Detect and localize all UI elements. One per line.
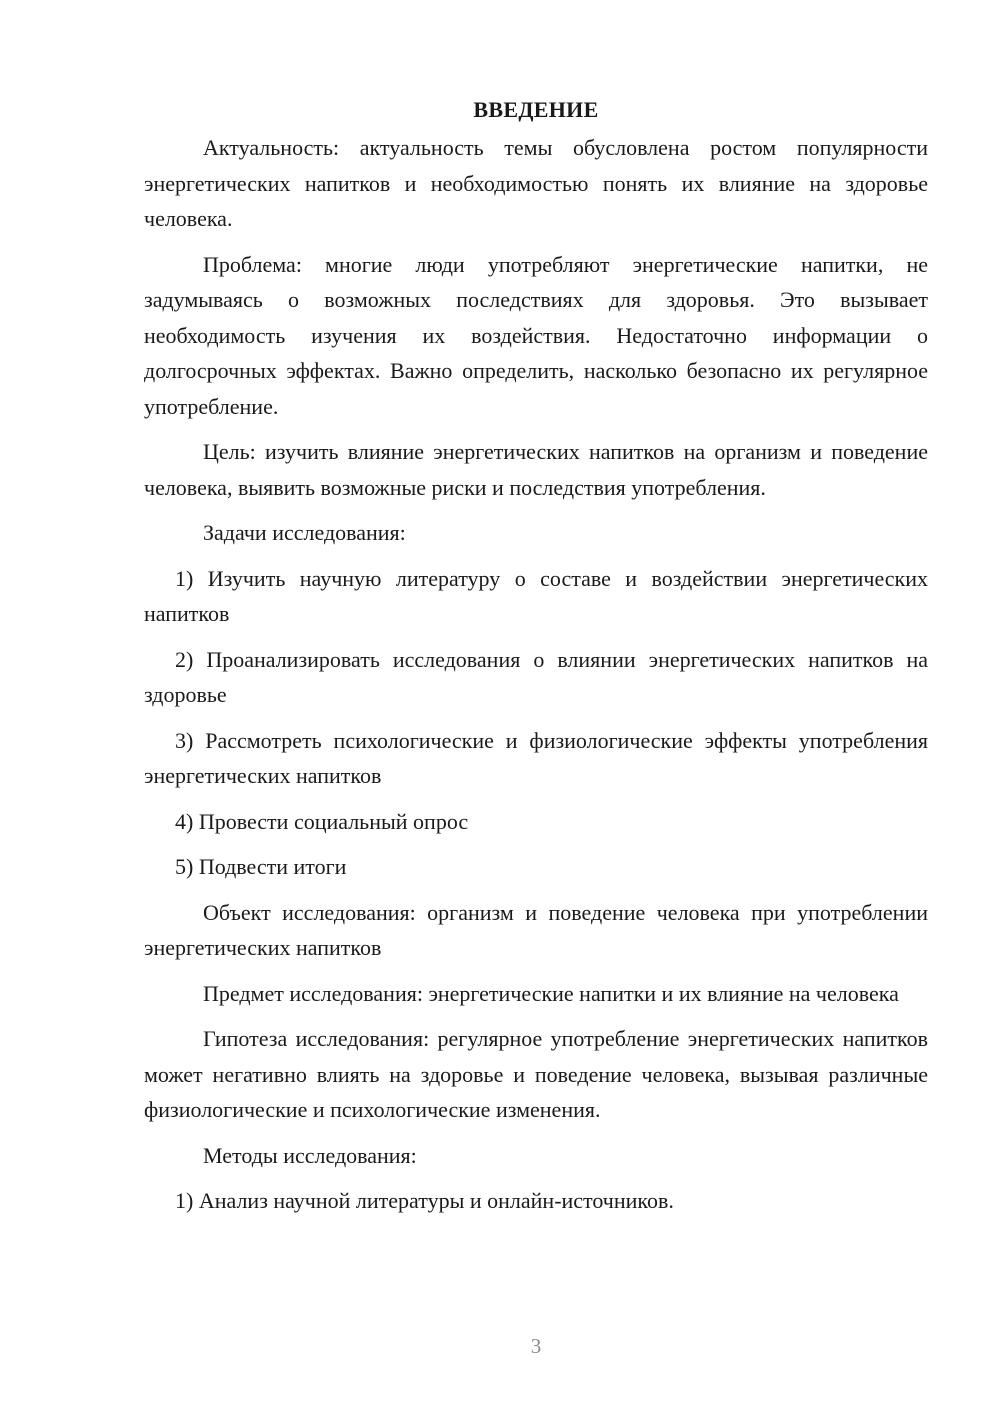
paragraph-relevance: Актуальность: актуальность темы обусловлена ростом популярности энергетических напитков и необходимостью понять их влияние на здоровье человека. (144, 135, 928, 231)
task-item-5: 5) Подвести итоги (175, 854, 347, 879)
paragraph-goal: Цель: изучить влияние энергетических напитков на организм и поведение человека, выявить возможные риски и последствия употребления. (144, 439, 928, 500)
paragraph-subject: Предмет исследования: энергетические напитки и их влияние на человека (203, 980, 899, 1006)
paragraph-tasks-heading: Задачи исследования: (203, 520, 406, 545)
method-item-1: 1) Анализ научной литературы и онлайн-источников. (175, 1188, 674, 1213)
task-item-3: 3) Рассмотреть психологические и физиологические эффекты употребления энергетических напитков (144, 727, 928, 788)
page-content (144, 92, 928, 1229)
section-title: ВВЕДЕНИЕ (473, 97, 599, 122)
page-number: 3 (530, 1334, 542, 1358)
paragraph-hypothesis: Гипотеза исследования: регулярное употребление энергетических напитков может негативно влиять на здоровье и поведение человека, вызывая различные физиологические и психологические изменения. (144, 1026, 928, 1122)
paragraph-problem: Проблема: многие люди употребляют энергетические напитки, не задумываясь о возможных последствиях для здоровья. Это вызывает необходимость изучения их воздействия. Недостаточно информации о долгосрочных эффектах. Важно определить, насколько безопасно их регулярное употребление. (144, 251, 928, 419)
paragraph-methods-heading: Методы исследования: (203, 1142, 417, 1168)
paragraph-object: Объект исследования: организм и поведение человека при употреблении энергетических напитков (144, 899, 928, 960)
task-item-1: 1) Изучить научную литературу о составе и воздействии энергетических напитков (144, 565, 928, 626)
task-item-2: 2) Проанализировать исследования о влиянии энергетических напитков на здоровье (144, 646, 928, 707)
task-item-4: 4) Провести социальный опрос (175, 808, 469, 834)
